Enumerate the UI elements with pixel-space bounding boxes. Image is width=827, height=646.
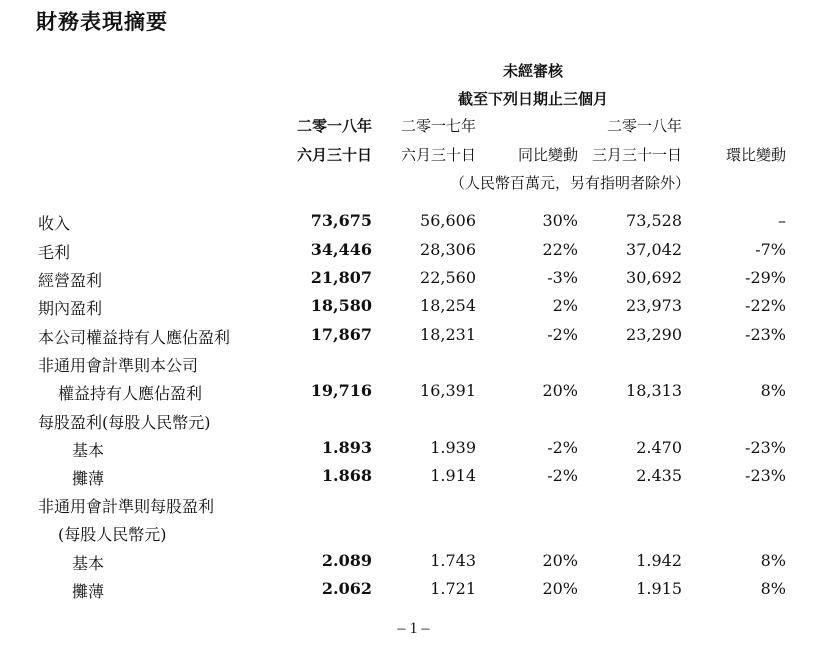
cell-col1: 18,580 [310,296,372,315]
table-row [0,438,827,465]
row-label: 攤薄 [72,469,105,488]
cell-col5: 8% [760,579,786,598]
cell-col3: -3% [547,268,578,287]
row-label: 每股盈利(每股人民幣元) [38,413,211,432]
cell-col5: -23% [745,466,786,485]
cell-col2: 1.939 [430,438,476,457]
row-label: 基本 [72,441,105,460]
cell-col2: 16,391 [420,381,476,400]
cell-col4: 30,692 [626,268,682,287]
cell-col5: -29% [745,268,786,287]
cell-col4: 1.915 [636,579,682,598]
table-row [0,268,827,295]
table-row [0,494,827,521]
cell-col5: – [778,211,786,230]
table-row [0,410,827,437]
cell-col3: 2% [552,296,578,315]
cell-col5: -7% [755,240,786,259]
cell-col3: 20% [542,551,578,570]
cell-col3: 20% [542,579,578,598]
row-label: 攤薄 [72,582,105,601]
cell-col2: 28,306 [420,240,476,259]
table-row [0,522,827,549]
cell-col2: 18,231 [420,325,476,344]
cell-col1: 34,446 [310,240,372,259]
col4-year-header: 二零一八年 [606,117,682,135]
row-label: 非通用會計準則每股盈利 [38,497,215,516]
cell-col4: 73,528 [626,211,682,230]
cell-col1: 21,807 [310,268,372,287]
cell-col5: 8% [760,551,786,570]
cell-col3: 20% [542,381,578,400]
cell-col5: 8% [760,381,786,400]
cell-col5: -23% [745,438,786,457]
table-row [0,211,827,238]
cell-col4: 2.435 [636,466,682,485]
cell-col4: 23,290 [626,325,682,344]
cell-col2: 18,254 [420,296,476,315]
cell-col5: -23% [745,325,786,344]
period-header: 截至下列日期止三個月 [457,90,609,108]
cell-col1: 17,867 [310,325,372,344]
cell-col4: 2.470 [636,438,682,457]
cell-col3: -2% [547,438,578,457]
table-row [0,466,827,493]
cell-col1: 19,716 [310,381,372,400]
table-row [0,551,827,578]
unaudited-header: 未經審核 [502,62,564,80]
cell-col4: 1.942 [636,551,682,570]
row-label: 期內盈利 [38,299,103,318]
col2-year-header: 二零一七年 [400,117,476,135]
cell-col1: 2.062 [321,579,372,598]
table-row [0,296,827,323]
table-row [0,240,827,267]
cell-col4: 23,973 [626,296,682,315]
col1-year-header: 二零一八年 [296,117,372,135]
table-row [0,381,827,408]
cell-col2: 22,560 [420,268,476,287]
row-label: 權益持有人應佔盈利 [58,384,203,403]
cell-col3: -2% [547,325,578,344]
page-title: 財務表現摘要 [36,10,168,34]
cell-col4: 37,042 [626,240,682,259]
cell-col2: 1.743 [430,551,476,570]
cell-col4: 18,313 [626,381,682,400]
row-label: 毛利 [38,243,71,262]
col3-header: 同比變動 [517,146,578,164]
row-label: (每股人民幣元) [58,525,167,544]
cell-col1: 2.089 [321,551,372,570]
cell-col5: -22% [745,296,786,315]
row-label: 收入 [38,214,71,233]
col2-date-header: 六月三十日 [400,146,476,164]
table-row [0,325,827,352]
table-row [0,579,827,606]
cell-col3: -2% [547,466,578,485]
cell-col1: 73,675 [310,211,372,230]
unit-note: （人民幣百萬元，另有指明者除外） [449,174,690,192]
col5-header: 環比變動 [725,146,786,164]
row-label: 基本 [72,554,105,573]
row-label: 本公司權益持有人應佔盈利 [38,328,231,347]
cell-col2: 1.914 [430,466,476,485]
page-number: – 1 – [397,620,430,637]
row-label: 經營盈利 [38,271,103,290]
table-row [0,353,827,380]
col1-date-header: 六月三十日 [296,146,372,164]
col4-date-header: 三月三十一日 [591,146,682,164]
row-label: 非通用會計準則本公司 [38,356,199,375]
cell-col3: 22% [542,240,578,259]
cell-col3: 30% [542,211,578,230]
cell-col1: 1.868 [321,466,372,485]
cell-col2: 1.721 [430,579,476,598]
cell-col2: 56,606 [420,211,476,230]
cell-col1: 1.893 [321,438,372,457]
